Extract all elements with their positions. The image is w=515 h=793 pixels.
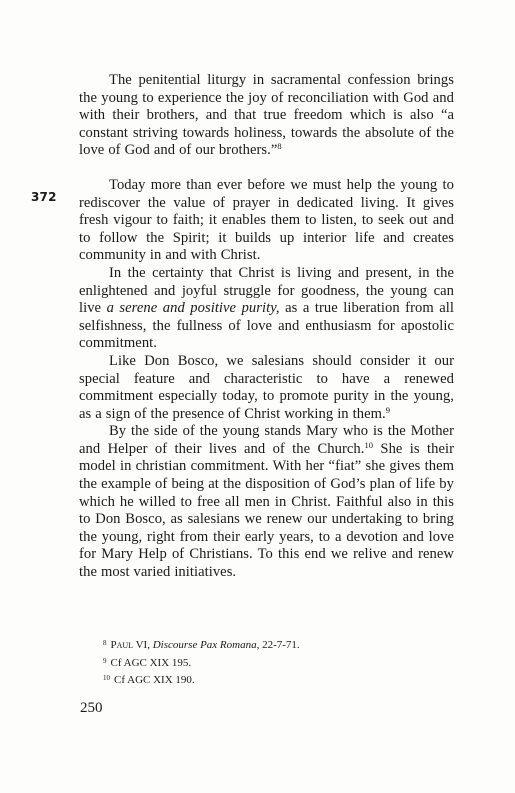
footnote-8 [103,636,463,654]
paragraph-text-start: In the certainty that Christ is living and present, in the enlightened and joyful struggle for goodness, the young can live [79,264,454,317]
footnote-marker: 8 [103,639,107,647]
footnote-marker: 9 [103,656,107,665]
paragraph-text: The penitential liturgy in sacramental confession brings the young to experience the joy of reconciliation with God and with their brothers, and that true freedom which is also “a constant striving towards holiness, towards the absolute of the love of God and of our brothers.” [79,72,454,159]
paragraph-mary [79,423,454,581]
body-text [79,72,454,582]
footnote-date: 22-7-71. [259,639,300,651]
footnote-author: Paul VI, [110,639,150,651]
paragraph-text-end: as a true liberation from all selfishness, the fullness of love and enthusiasm for apostolic commitment. [79,300,454,352]
footnote-10 [103,671,463,689]
paragraph-purity [79,265,454,353]
paragraph-text: Like Don Bosco, we salesians should consider it our special feature and characteristic to have a renewed commitment especially today, to promote purity in the young, as a sign of the presence of Christ working in them. [79,352,454,422]
footnote-text: Cf AGC XIX 190. [114,674,195,686]
footnote-marker: 10 [103,674,110,682]
margin-paragraph-number: 372 [31,190,57,204]
paragraph-text-start: By the side of the young stands Mary who is the Mother and Helper of their lives and of the Church. [79,423,454,457]
emphasis-serene-purity: a serene and positive purity, [106,300,280,317]
page-number: 250 [80,700,103,716]
footnote-title: Discourse Pax Romana, [152,639,260,651]
footnote-ref-8: 8 [277,141,282,152]
paragraph-prayer [79,177,454,265]
footnote-ref-10: 10 [364,439,374,450]
paragraph-text: Today more than ever before we must help the young to rediscover the value of prayer in dedicated living. It gives fresh vigour to faith; it enables them to listen, to seek out and to follow the Spirit; it builds up interior life and creates community in and with Christ. [79,176,454,264]
paragraph-penitential-liturgy [79,72,454,160]
footnote-ref-9: 9 [385,404,391,415]
footnote-text: Cf AGC XIX 195. [110,656,192,669]
paragraph-don-bosco [79,353,454,423]
footnotes [103,636,463,689]
paragraph-text-end: She is their model in christian commitment. With her “fiat” she gives them the example of being at the disposition of God’s plan of life by which he willed to free all men in Christ. Faithful also in this to Don Bosco, as salesians we renew our undertaking to bring the young, right from their early years, to a devotion and love for Mary Help of Christians. To this end we relive and renew the most varied initiatives. [79,440,454,581]
footnote-9 [103,654,463,672]
